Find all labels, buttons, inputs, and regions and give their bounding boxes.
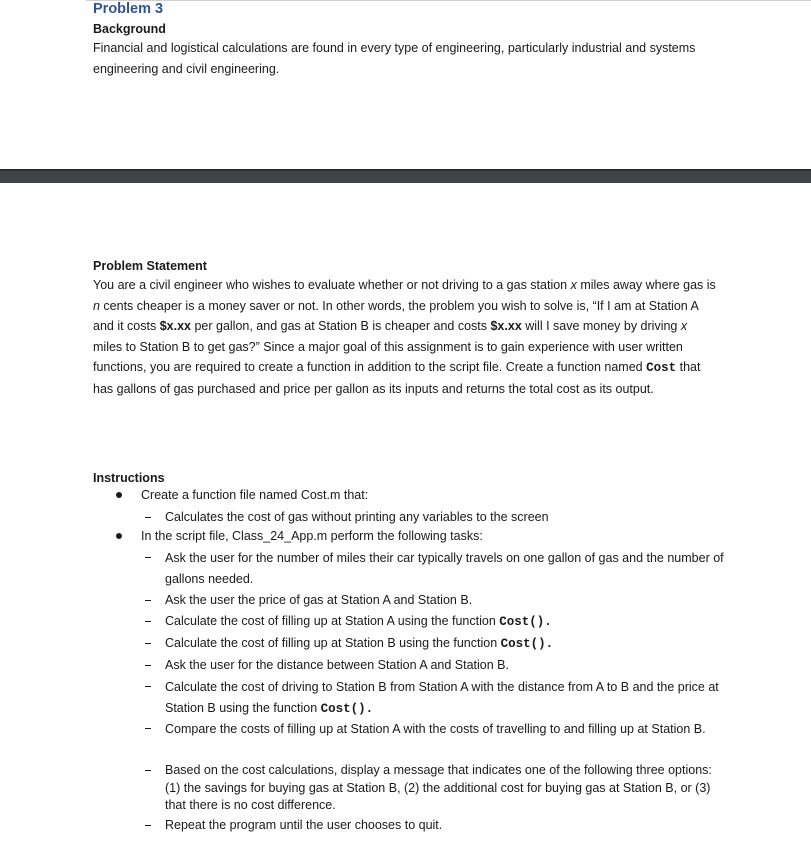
bullet-marker [116, 533, 122, 539]
problem-statement-paragraph: You are a civil engineer who wishes to evaluate whether or not driving to a gas station x miles away where gas is n cents cheaper is a money saver or not. In other words, the problem you wish to solve is, “If I am at Station A and it costs $x.xx per gallon, and gas at Station B is cheaper and costs $x.xx will I save money by driving x miles to Station B to get gas?” Since a major goal of this assignment is to gain experience with user written functions, you are required to create a function in addition to the script file. Create a function named Cost that has gallons of gas purchased and price per gallon as its inputs and returns the total cost as its output. [93, 278, 716, 396]
background-paragraph: Financial and logistical calculations are found in every type of engineering, particularly industrial and systems engineering and civil engineering. [93, 41, 696, 76]
dash-marker [145, 621, 151, 622]
task-ask-distance: Ask the user for the distance between Station A and Station B. [165, 658, 509, 672]
task-compare: Compare the costs of filling up at Station A with the costs of travelling to and filling up at Station B. [165, 722, 706, 736]
bullet-marker [116, 492, 122, 498]
price-b: $x.xx [490, 319, 522, 333]
dash-marker [145, 643, 151, 644]
dash-marker [145, 686, 151, 687]
problem-statement-heading: Problem Statement [93, 259, 207, 273]
dash-marker [145, 517, 151, 518]
price-a: $x.xx [159, 319, 191, 333]
task-display-message: Based on the cost calculations, display a message that indicates one of the following three options: (1) the savings for buying gas at Station B, (2) the additional cost for buying gas at Station B, or (3) that there is no cost difference. [165, 763, 712, 812]
sub-calc-cost: Calculates the cost of gas without printing any variables to the screen [165, 510, 549, 524]
function-name: Cost [646, 361, 677, 375]
task-driving-cost: Calculate the cost of driving to Station B from Station A with the distance from A to B and the price at Station B using the function Cost(). [165, 680, 719, 716]
instructions-heading: Instructions [93, 471, 165, 485]
task-cost-b: Calculate the cost of filling up at Station B using the function Cost(). [165, 636, 554, 651]
task-repeat: Repeat the program until the user chooses to quit. [165, 818, 443, 832]
background-heading: Background [93, 22, 166, 36]
dash-marker [145, 728, 151, 729]
page-break-band [0, 169, 811, 183]
task-ask-price: Ask the user the price of gas at Station A and Station B. [165, 593, 473, 607]
bullet-create-function: Create a function file named Cost.m that: [141, 488, 369, 502]
top-rule [86, 0, 811, 1]
dash-marker [145, 825, 151, 826]
dash-marker [145, 557, 151, 558]
bullet-script-file: In the script file, Class_24_App.m perform the following tasks: [141, 529, 483, 543]
dash-marker [145, 770, 151, 771]
problem-title: Problem 3 [93, 1, 164, 17]
task-cost-a: Calculate the cost of filling up at Station A using the function Cost(). [165, 614, 552, 629]
dash-marker [145, 665, 151, 666]
task-ask-miles: Ask the user for the number of miles their car typically travels on one gallon of gas and the number of gallons needed. [165, 551, 724, 586]
dash-marker [145, 600, 151, 601]
